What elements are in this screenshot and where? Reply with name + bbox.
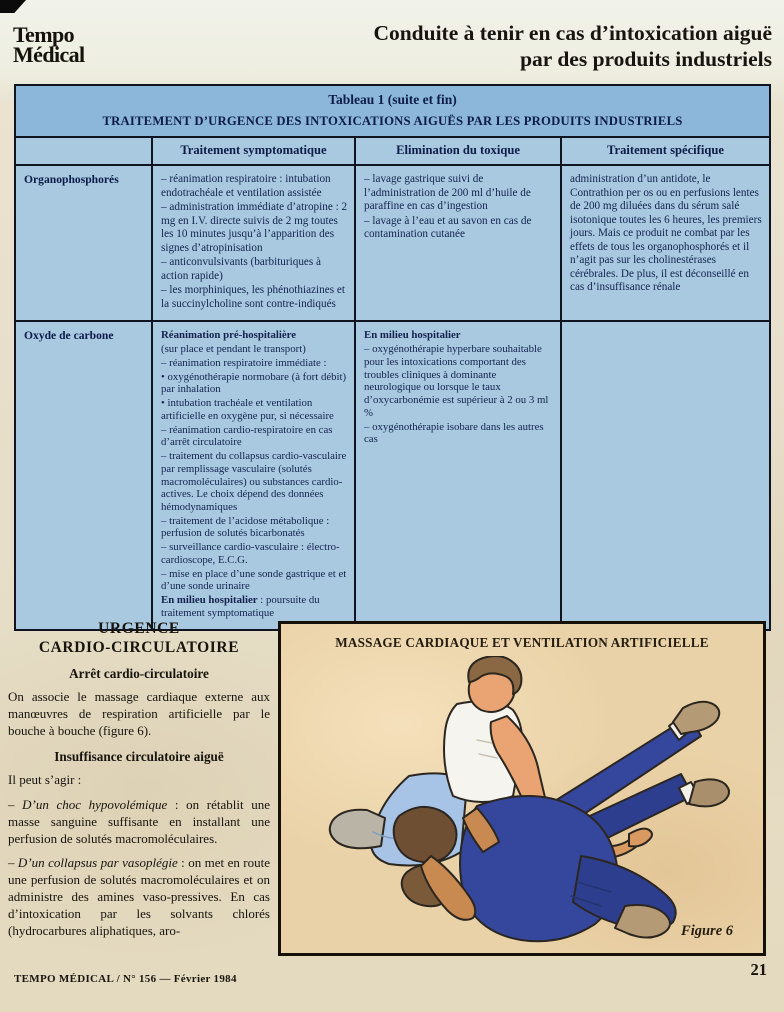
row-label: Oxyde de carbone [24,329,114,343]
item-text: : on met en route une perfusion de solutés macromoléculaires et on administre des amines vaso-pressives. En cas d’intoxication par les solvants chlorés (hydrocarbures aliphatiques, aro- [8,855,270,938]
cell-paragraph: Réanimation pré-hospitalière [161,329,297,342]
table-cell [560,166,769,320]
page-number: 21 [750,960,767,979]
table-title-line1: Tableau 1 (suite et fin) [328,92,457,107]
table-cell [354,166,560,320]
footer-credit: TEMPO MÉDICAL / N° 156 — Février 1984 [14,973,237,985]
cell-paragraph: – oxygénothérapie hyperbare souhaitable pour les intoxications comportant des troubles cliniques à dominante neurologique ou lorsque le taux d’oxycarbonémie est supérieur à 2 ou 3 ml % [364,343,549,419]
section-heading-line1: URGENCE [98,620,180,637]
cpr-illustration [281,656,763,944]
paragraph: On associe le massage cardiaque externe aux manœuvres de respiration artificielle par le bouche à bouche (figure 6). [8,689,270,738]
cell-paragraph: administration d’un antidote, le Contrathion per os ou en perfusions lentes de 200 mg diluées dans du sérum salé isotonique toutes les 6 heures, les premiers jours. Mais ce produit ne combat par les effets de tous les organophosphorés et il n’agit pas sur les cholinestérases cérébrales. De plus, il est déconseillé en cas d’insuffisance rénale [570,173,762,294]
figure-title: MASSAGE CARDIAQUE ET VENTILATION ARTIFICIELLE [335,635,709,650]
table-cell [354,322,560,628]
table-grid-body [16,166,769,629]
magazine-logo-line2: Médical [13,41,85,67]
cell-paragraph: – lavage gastrique suivi de l’administration de 200 ml d’huile de paraffine en cas d’ingestion [364,173,531,213]
cell-paragraph: – surveillance cardio-vasculaire : électro-cardioscope, E.C.G. [161,541,340,566]
magazine-logo-line1: Tempo [13,22,74,47]
article-title-line1: Conduite à tenir en cas d’intoxication aiguë [373,21,772,45]
table-title-band [16,86,769,138]
cell-paragraph: – réanimation respiratoire : intubation endotrachéale et ventilation assistée [161,173,331,199]
cell-paragraph: – anticonvulsivants (barbituriques à action rapide) [161,256,322,282]
item-lead-italic: – D’un collapsus par vasoplégie [8,855,178,871]
table-row [16,322,769,628]
cell-paragraph: En milieu hospitalier : poursuite du traitement symptomatique [161,594,320,619]
section-heading [8,620,270,657]
cell-paragraph: – réanimation respiratoire immédiate : [161,356,327,369]
table-cell [151,322,354,628]
scan-corner-artifact [0,0,26,13]
cell-paragraph: En milieu hospitalier [364,329,461,342]
list-item [8,855,270,939]
table-column-header: Traitement spécifique [560,138,769,164]
table-header-row [16,138,769,166]
cell-paragraph: – oxygénothérapie isobare dans les autres cas [364,420,544,446]
article-title-line2: par des produits industriels [520,47,772,72]
row-label: Organophosphorés [24,173,119,186]
cell-paragraph: • intubation trachéale et ventilation artificielle en oxygène pur, si nécessaire [161,397,334,422]
cell-paragraph: – les morphiniques, les phénothiazines et la succinylcholine sont contre-indiqués [161,284,345,310]
table-column-header: Traitement symptomatique [151,138,354,164]
cell-paragraph: (sur place et pendant le transport) [161,343,306,356]
treatment-table [14,84,771,631]
section-heading-line2: CARDIO-CIRCULATOIRE [38,638,240,656]
cell-paragraph: – réanimation cardio-respiratoire en cas d’arrêt circulatoire [161,423,333,449]
body-text-column [8,620,270,948]
cell-paragraph: – traitement du collapsus cardio-vasculaire par remplissage vasculaire (solutés macromoléculaires) ou substances cardio-actives. Le choix dépend des données hémodynamiques [161,450,347,514]
table-column-header [16,138,151,164]
subheading-insuffisance: Insuffisance circulatoire aiguë [54,748,224,764]
table-cell [560,322,769,628]
table-row [16,166,769,322]
table-cell [151,166,354,320]
cell-paragraph: – traitement de l’acidose métabolique : perfusion de solutés bicarbonatés [161,514,330,540]
magazine-logo [13,22,85,67]
figure-6-box [278,621,766,956]
cell-paragraph: – mise en place d’une sonde gastrique et et d’une sonde urinaire [161,567,347,593]
paragraph: Il peut s’agir : [8,771,82,787]
figure-caption: Figure 6 [681,923,733,939]
cell-paragraph: – administration immédiate d’atropine : 2 mg en I.V. directe suivis de 2 mg toutes les 10 minutes jusqu’à l’apparition des signes d’atropinisation [161,201,348,254]
subheading-arret: Arrêt cardio-circulatoire [69,666,209,682]
item-lead-italic: – D’un choc hypovolémique [8,796,168,812]
table-title-line2: TRAITEMENT D’URGENCE DES INTOXICATIONS AIGUËS PAR LES PRODUITS INDUSTRIELS [102,114,683,128]
cell-paragraph: • oxygénothérapie normobare (à fort débit) par inhalation [161,370,347,396]
cell-paragraph: – lavage à l’eau et au savon en cas de contamination cutanée [364,214,532,241]
list-item [8,797,270,848]
table-column-header: Elimination du toxique [354,138,560,164]
article-title [172,20,772,72]
item-text: : on rétablit une masse sanguine suffisante en installant une perfusion de solutés macromoléculaires. [8,796,270,846]
